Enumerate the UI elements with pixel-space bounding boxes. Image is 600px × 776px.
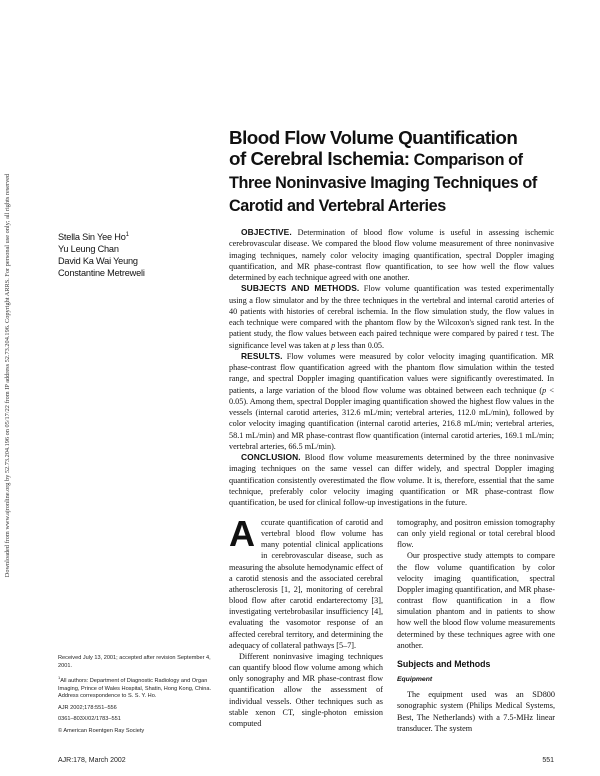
affiliation-text: All authors: Department of Diagnostic Radiology and Organ Imaging, Prince of Wales Hospital, Shatin, Hong Kong, China. Address correspondence to S. S. Y. Ho. <box>58 678 212 700</box>
col2-paragraph-3: The equipment used was an SD800 sonographic system (Philips Medical Systems, Best, The Netherlands) with a 7.5-MHz linear transducer. The system <box>397 690 555 733</box>
author-item <box>58 243 218 255</box>
footer-journal: AJR:178, March 2002 <box>58 757 126 764</box>
section-heading: Subjects and Methods <box>397 658 491 669</box>
download-notice-text: Downloaded from www.ajronline.org by 52.73.204.196 on 05/17/22 from IP address 52.73.204.196. Copyright ARRS. For personal use only; all rights reserved <box>4 173 12 577</box>
intro-paragraph-1 <box>229 513 383 651</box>
methods-text-2: test. The significance level was taken at <box>229 329 554 350</box>
article-title <box>229 127 569 217</box>
methods-text-1: Flow volume quantification was tested experimentally using a flow simulator and by the three techniques in the vertebral and internal carotid arteries of 40 patients with histories of cerebral ischemia. In the flow simulation study, the flow values in each technique were compared with the phantom flow by the Wilcoxon's signed rank test. In the patient study, the flow values between each paired technique were compared by paired <box>229 284 554 339</box>
results-p: p <box>542 385 547 395</box>
methods-heading: SUBJECTS AND METHODS. <box>241 283 360 294</box>
objective-heading: OBJECTIVE. <box>241 227 292 237</box>
author-item <box>58 229 218 243</box>
journal-id-note: AJR 2002;178:551–556 <box>58 704 117 711</box>
title-line-1: Blood Flow Volume Quantification <box>229 127 518 148</box>
download-notice <box>2 130 14 620</box>
abstract-results <box>229 351 554 452</box>
author-mark: 1 <box>125 232 129 238</box>
issn-note: 0361–803X/02/1783–551 <box>58 716 121 723</box>
page-number: 551 <box>542 757 554 764</box>
subsection-heading: Equipment <box>397 676 433 684</box>
intro-paragraph-2: Different noninvasive imaging techniques can quantify blood flow volume among which only sonography and MR phase-contrast flow quantification allow the assessment of individual vessels. Other techniques such as stable xenon CT, single-photon emission computed <box>229 651 383 728</box>
conclusion-text: Blood flow volume measurements determined by the three noninvasive imaging techniques on the same vessel can differ widely, and spectral Doppler imaging quantification consistently overestimated the flow volume. It is, therefore, essential that the same technique, preferably color velocity imaging quantification or MR phase-contrast flow quantification, be used for clinical follow-up investigations in the future. <box>229 453 554 507</box>
title-line-3: Three Noninvasive Imaging Techniques of <box>229 174 537 192</box>
methods-p: p <box>331 340 336 350</box>
affiliation-note <box>58 674 220 701</box>
results-heading: RESULTS. <box>241 350 283 361</box>
intro-text-1: ccurate quantification of carotid and vertebral blood flow volume has many potential clinical applications in cerebrovascular disease, such as measuring the absolute hemodynamic effect of a carotid stenosis and the associated cerebral atherosclerosis [1, 2], monitoring of cerebral blood flow after carotid endarterectomy [3], investigating vertebrobasilar insufficiency [4], evaluating the vasomotor response of an affected cerebral territory, and determining the adequacy of collateral pathways [5–7]. <box>229 518 383 650</box>
copyright-note: © American Roentgen Ray Society <box>58 728 145 735</box>
abstract-objective <box>229 227 554 283</box>
author-item <box>58 267 218 279</box>
received-note: Received July 13, 2001; accepted after revision September 4, 2001. <box>58 655 211 669</box>
abstract-methods <box>229 283 554 351</box>
title-line-2-sub: Comparison of <box>409 151 523 169</box>
title-line-4: Carotid and Vertebral Arteries <box>229 197 446 215</box>
conclusion-heading: CONCLUSION. <box>241 452 301 462</box>
title-line-2: of Cerebral Ischemia: <box>229 148 410 169</box>
results-text-1: Flow volumes were measured by color velocity imaging quantification. MR phase-contrast flow quantification agreed with the phantom flow simulation within the tested range, and spectral Doppler imaging quantification values were significantly overestimated. In patients, a large variation of the blood flow volume was obtained between each technique ( <box>229 351 554 395</box>
author-name: Yu Leung Chan <box>58 244 119 255</box>
methods-text-3: less than 0.05. <box>335 340 385 350</box>
article-notes <box>58 655 220 740</box>
author-name: Constantine Metreweli <box>58 268 145 279</box>
body-column-1 <box>229 513 383 729</box>
author-name: Stella Sin Yee Ho <box>58 232 126 243</box>
author-name: David Ka Wai Yeung <box>58 256 138 267</box>
col2-paragraph-1: tomography, and positron emission tomography can only yield regional or total cerebral blood flow. <box>397 518 555 550</box>
affiliation-mark: 1 <box>58 675 61 681</box>
author-item <box>58 255 218 267</box>
objective-text: Determination of blood flow volume is useful in assessing ischemic cerebrovascular disease. We compared the blood flow volume measurement of three noninvasive imaging techniques, namely color velocity imaging quantification, spectral Doppler imaging quantification, and MR phase-contrast flow quantification, to see how well the flow values determined by each technique agreed with one another. <box>229 228 554 282</box>
body-column-2 <box>397 517 555 734</box>
author-list <box>58 229 218 279</box>
abstract <box>229 227 554 508</box>
results-text-2: < 0.05). Among them, spectral Doppler imaging quantification showed the highest flow values in the vessels (internal carotid arteries, 312.6 mL/min; vertebral arteries, 112.0 mL/min), followed by color velocity imaging quantification (internal carotid arteries, 216.8 mL/min; vertebral arteries, 58.1 mL/min) and MR phase-contrast flow quantification (internal carotid arteries, 169.1 mL/min; vertebral arteries, 66.5 mL/min). <box>229 385 554 451</box>
drop-cap: A <box>229 513 255 554</box>
abstract-conclusion <box>229 452 554 508</box>
methods-t: t <box>520 329 523 339</box>
col2-paragraph-2: Our prospective study attempts to compare the flow volume quantification by color velocity imaging quantification, spectral Doppler imaging quantification, and MR phase-contrast flow quantification in a flow simulation phantom and in patients to show how well the blood flow volume measurements determined by these techniques agree with one another. <box>397 551 555 650</box>
